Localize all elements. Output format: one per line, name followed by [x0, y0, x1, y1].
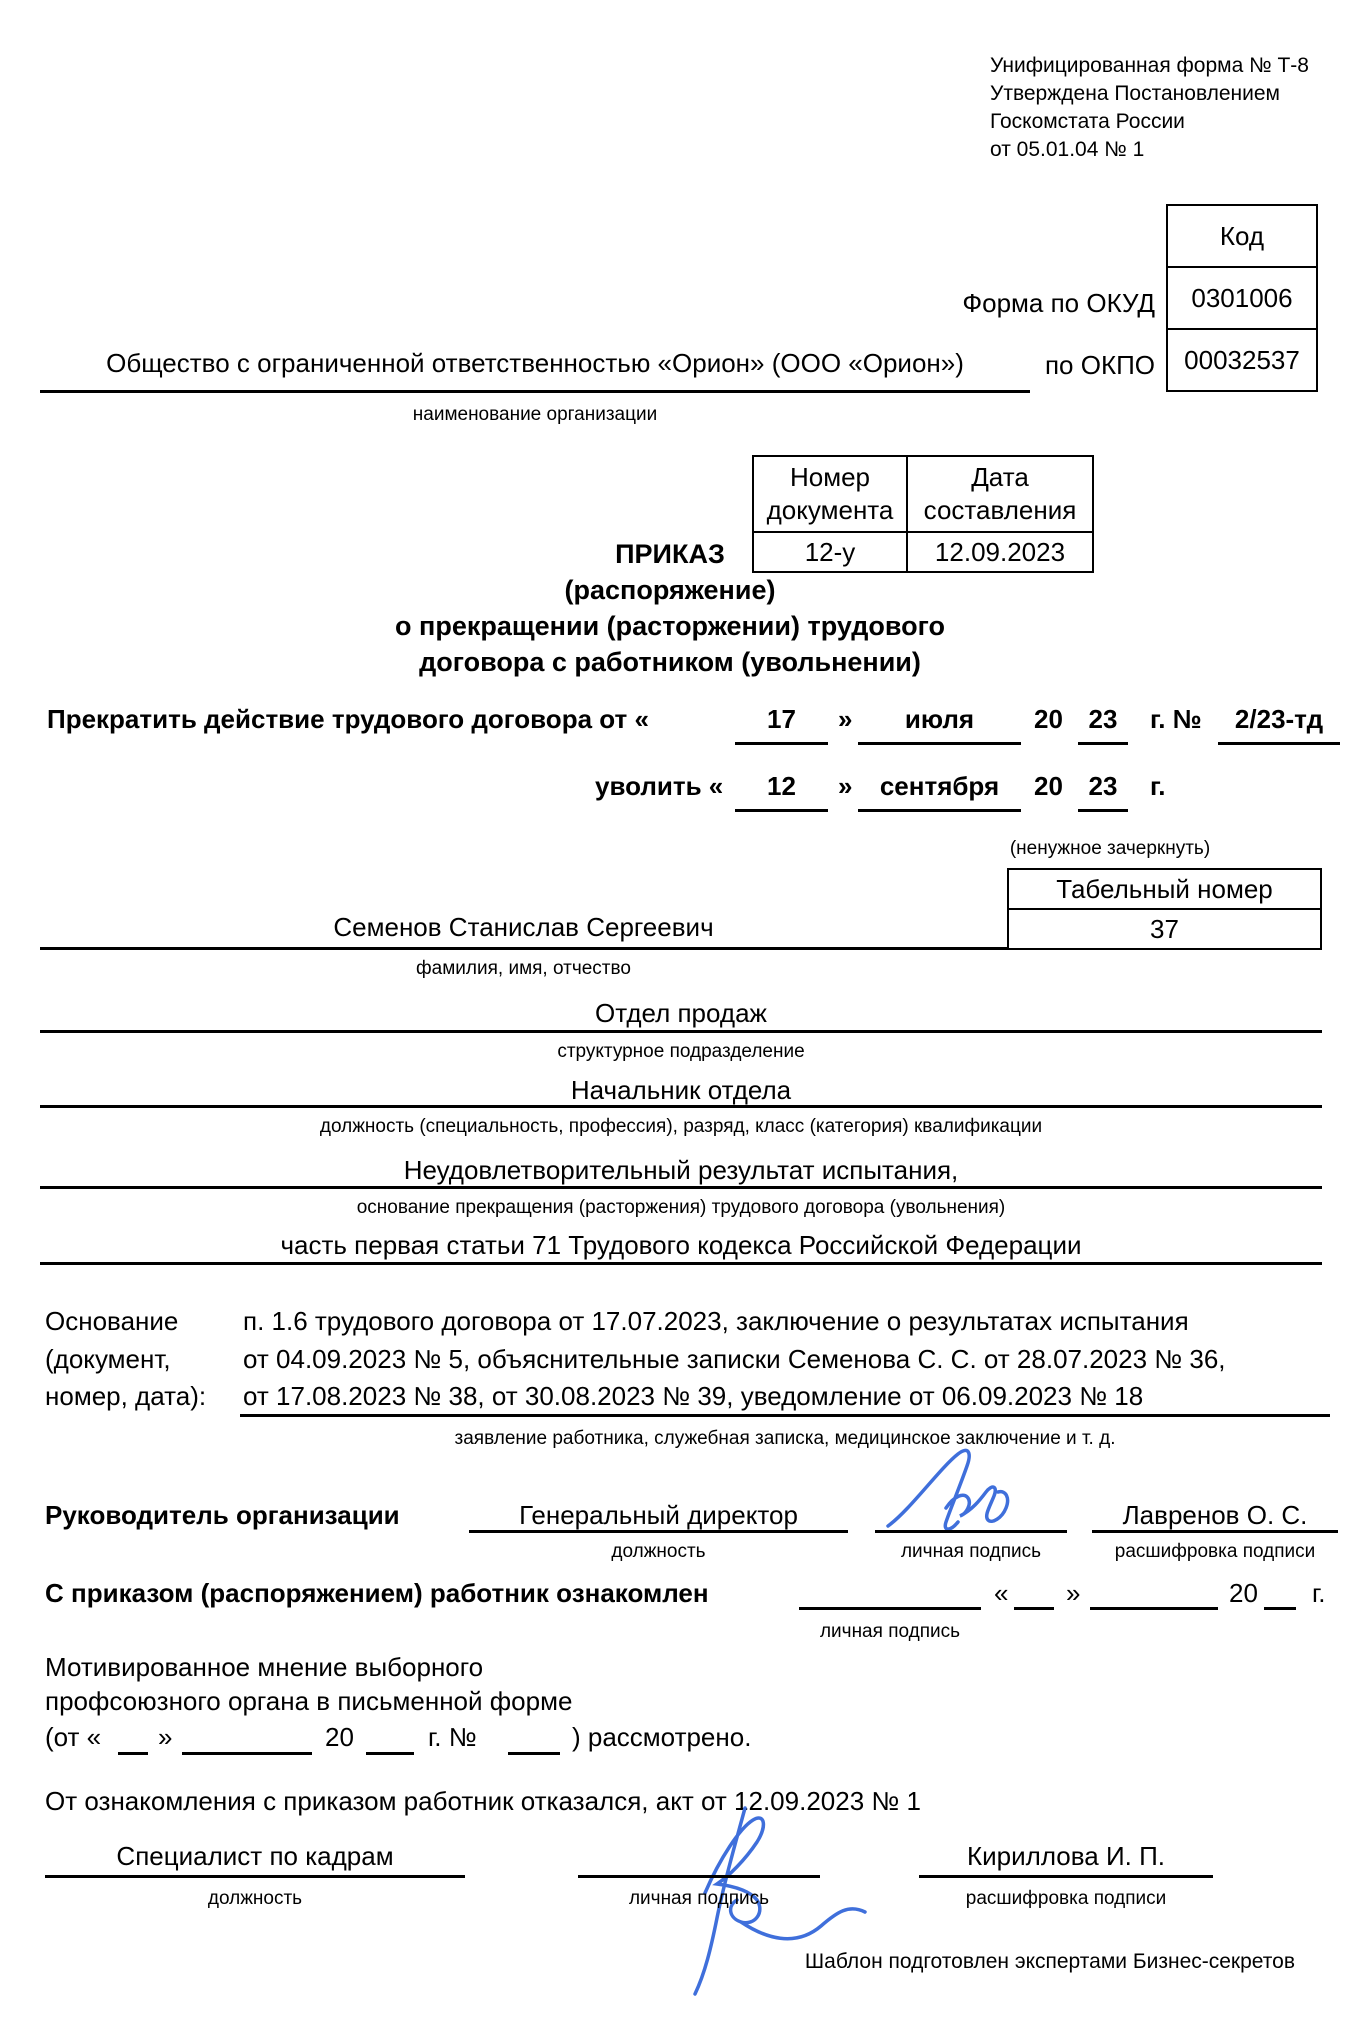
organization-underline	[40, 390, 1030, 393]
form-info-line: Утверждена Постановлением	[990, 82, 1280, 105]
basis-caption: заявление работника, служебная записка, медицинское заключение и т. д.	[454, 1428, 1116, 1449]
terminate-prefix: Прекратить действие трудового договора от «	[47, 704, 649, 734]
okud-value-cell: 0301006	[1166, 266, 1318, 330]
basis-text-line: от 17.08.2023 № 38, от 30.08.2023 № 39, уведомление от 06.09.2023 № 18	[243, 1381, 1144, 1411]
union-g-no: г. №	[428, 1722, 477, 1752]
head-sign-label: Руководитель организации	[45, 1500, 400, 1530]
employee-name: Семенов Станислав Сергеевич	[333, 912, 714, 942]
strike-note: (ненужное зачеркнуть)	[1009, 838, 1211, 859]
head-sign-caption: личная подпись	[900, 1541, 1042, 1562]
employee-position: Начальник отдела	[570, 1075, 792, 1105]
terminate-day-field: 17	[735, 704, 828, 745]
terminate-contract-no-field: 2/23-тд	[1218, 704, 1340, 745]
basis-text-line: от 04.09.2023 № 5, объяснительные записки Семенова С. С. от 28.07.2023 № 36,	[243, 1344, 1226, 1374]
terminate-century: 20	[1034, 704, 1063, 734]
acknowledge-quote-close: »	[1066, 1578, 1081, 1608]
dismiss-g: г.	[1150, 771, 1166, 801]
head-position-underline	[469, 1530, 848, 1533]
form-info-line: от 05.01.04 № 1	[990, 138, 1145, 161]
position-caption: должность (специальность, профессия), разряд, класс (категория) квалификации	[319, 1116, 1043, 1137]
department-caption: структурное подразделение	[557, 1041, 805, 1062]
dismissal-reason-line1: Неудовлетворительный результат испытания,	[403, 1155, 959, 1185]
basis-label-line: (документ,	[45, 1344, 171, 1374]
doc-date-header-cell: Дата составления	[906, 455, 1094, 533]
union-day-blank	[118, 1752, 148, 1755]
hr-name: Кириллова И. П.	[967, 1841, 1165, 1871]
tab-number-value-cell: 37	[1007, 908, 1322, 950]
order-subtitle: о прекращении (расторжении) трудового	[395, 611, 945, 641]
reason-underline-2	[40, 1262, 1322, 1265]
terminate-quote-close: »	[838, 704, 853, 734]
dismiss-quote-close: »	[838, 771, 853, 801]
acknowledge-label: С приказом (распоряжением) работник ознакомлен	[45, 1578, 709, 1608]
okpo-value-cell: 00032537	[1166, 328, 1318, 392]
organization-name: Общество с ограниченной ответственностью «Орион» (ООО «Орион»)	[106, 348, 964, 378]
union-line1: Мотивированное мнение выборного	[45, 1652, 484, 1682]
department-underline	[40, 1030, 1322, 1033]
employee-department: Отдел продаж	[595, 998, 767, 1028]
terminate-year-field: 23	[1078, 704, 1128, 745]
union-quote-close: »	[158, 1722, 173, 1752]
dismiss-prefix: уволить «	[595, 771, 724, 801]
head-name: Лавренов О. С.	[1122, 1500, 1308, 1530]
reason-caption: основание прекращения (расторжения) трудового договора (увольнения)	[356, 1197, 1006, 1218]
employee-name-caption: фамилия, имя, отчество	[416, 958, 631, 979]
acknowledge-sign-blank	[799, 1607, 981, 1610]
hr-name-underline	[919, 1875, 1213, 1878]
position-underline	[40, 1105, 1322, 1108]
terminate-g-no: г. №	[1150, 704, 1202, 734]
order-title: ПРИКАЗ	[615, 539, 725, 569]
dismiss-year-field: 23	[1078, 771, 1128, 812]
basis-text-line: п. 1.6 трудового договора от 17.07.2023, заключение о результатах испытания	[243, 1306, 1189, 1336]
acknowledge-caption: личная подпись	[819, 1621, 961, 1642]
footer-note: Шаблон подготовлен экспертами Бизнес-секретов	[804, 1950, 1295, 1973]
dismiss-century: 20	[1034, 771, 1063, 801]
union-year-blank	[366, 1752, 414, 1755]
union-century: 20	[325, 1722, 354, 1752]
reason-underline	[40, 1186, 1322, 1189]
okud-label: Форма по ОКУД	[962, 288, 1155, 318]
union-line3-suffix: ) рассмотрено.	[572, 1722, 752, 1752]
acknowledge-year-blank	[1264, 1607, 1296, 1610]
head-name-caption: расшифровка подписи	[1114, 1541, 1316, 1562]
employee-name-underline	[40, 947, 1007, 950]
terminate-month-field: июля	[858, 704, 1021, 745]
head-name-underline	[1092, 1530, 1338, 1533]
union-line2: профсоюзного органа в письменной форме	[45, 1686, 573, 1716]
order-title-block	[340, 536, 1000, 680]
form-info-line: Унифицированная форма № Т-8	[990, 54, 1309, 77]
hr-sign-caption: личная подпись	[628, 1888, 770, 1909]
doc-number-value-cell: 12-у	[752, 531, 908, 573]
hr-position-underline	[45, 1875, 465, 1878]
tab-number-header-cell: Табельный номер	[1007, 868, 1322, 910]
union-month-blank	[182, 1752, 312, 1755]
order-subtitle: договора с работником (увольнении)	[419, 647, 921, 677]
director-signature	[880, 1448, 1065, 1534]
head-sign-underline	[875, 1530, 1067, 1533]
dismiss-month-field: сентября	[858, 771, 1021, 812]
basis-underline	[240, 1414, 1330, 1417]
doc-number-header-cell: Номер документа	[752, 455, 908, 533]
form-info-block	[990, 52, 1309, 164]
hr-sign-underline	[578, 1875, 820, 1878]
organization-caption: наименование организации	[412, 404, 658, 425]
hr-position: Специалист по кадрам	[116, 1841, 394, 1871]
union-number-blank	[508, 1752, 560, 1755]
dismissal-reason-line2: часть первая статьи 71 Трудового кодекса Российской Федерации	[280, 1230, 1082, 1260]
form-info-line: Госкомстата России	[990, 110, 1185, 133]
order-subtitle: (распоряжение)	[564, 575, 776, 605]
refusal-line: От ознакомления с приказом работник отказался, акт от 12.09.2023 № 1	[45, 1786, 921, 1816]
hr-position-caption: должность	[207, 1888, 303, 1909]
basis-label-line: Основание	[45, 1306, 179, 1336]
basis-label-line: номер, дата):	[45, 1381, 207, 1411]
dismiss-day-field: 12	[735, 771, 828, 812]
doc-date-value-cell: 12.09.2023	[906, 531, 1094, 573]
okpo-label: по ОКПО	[1044, 350, 1155, 380]
acknowledge-day-blank	[1014, 1607, 1054, 1610]
acknowledge-century: 20	[1229, 1578, 1258, 1608]
head-position-caption: должность	[611, 1541, 706, 1562]
acknowledge-g: г.	[1312, 1578, 1326, 1608]
acknowledge-quote-open: «	[994, 1578, 1009, 1608]
head-position: Генеральный директор	[519, 1500, 798, 1530]
union-line3-prefix: (от «	[45, 1722, 102, 1752]
acknowledge-month-blank	[1090, 1607, 1218, 1610]
code-header-cell: Код	[1166, 204, 1318, 268]
hr-name-caption: расшифровка подписи	[965, 1888, 1167, 1909]
